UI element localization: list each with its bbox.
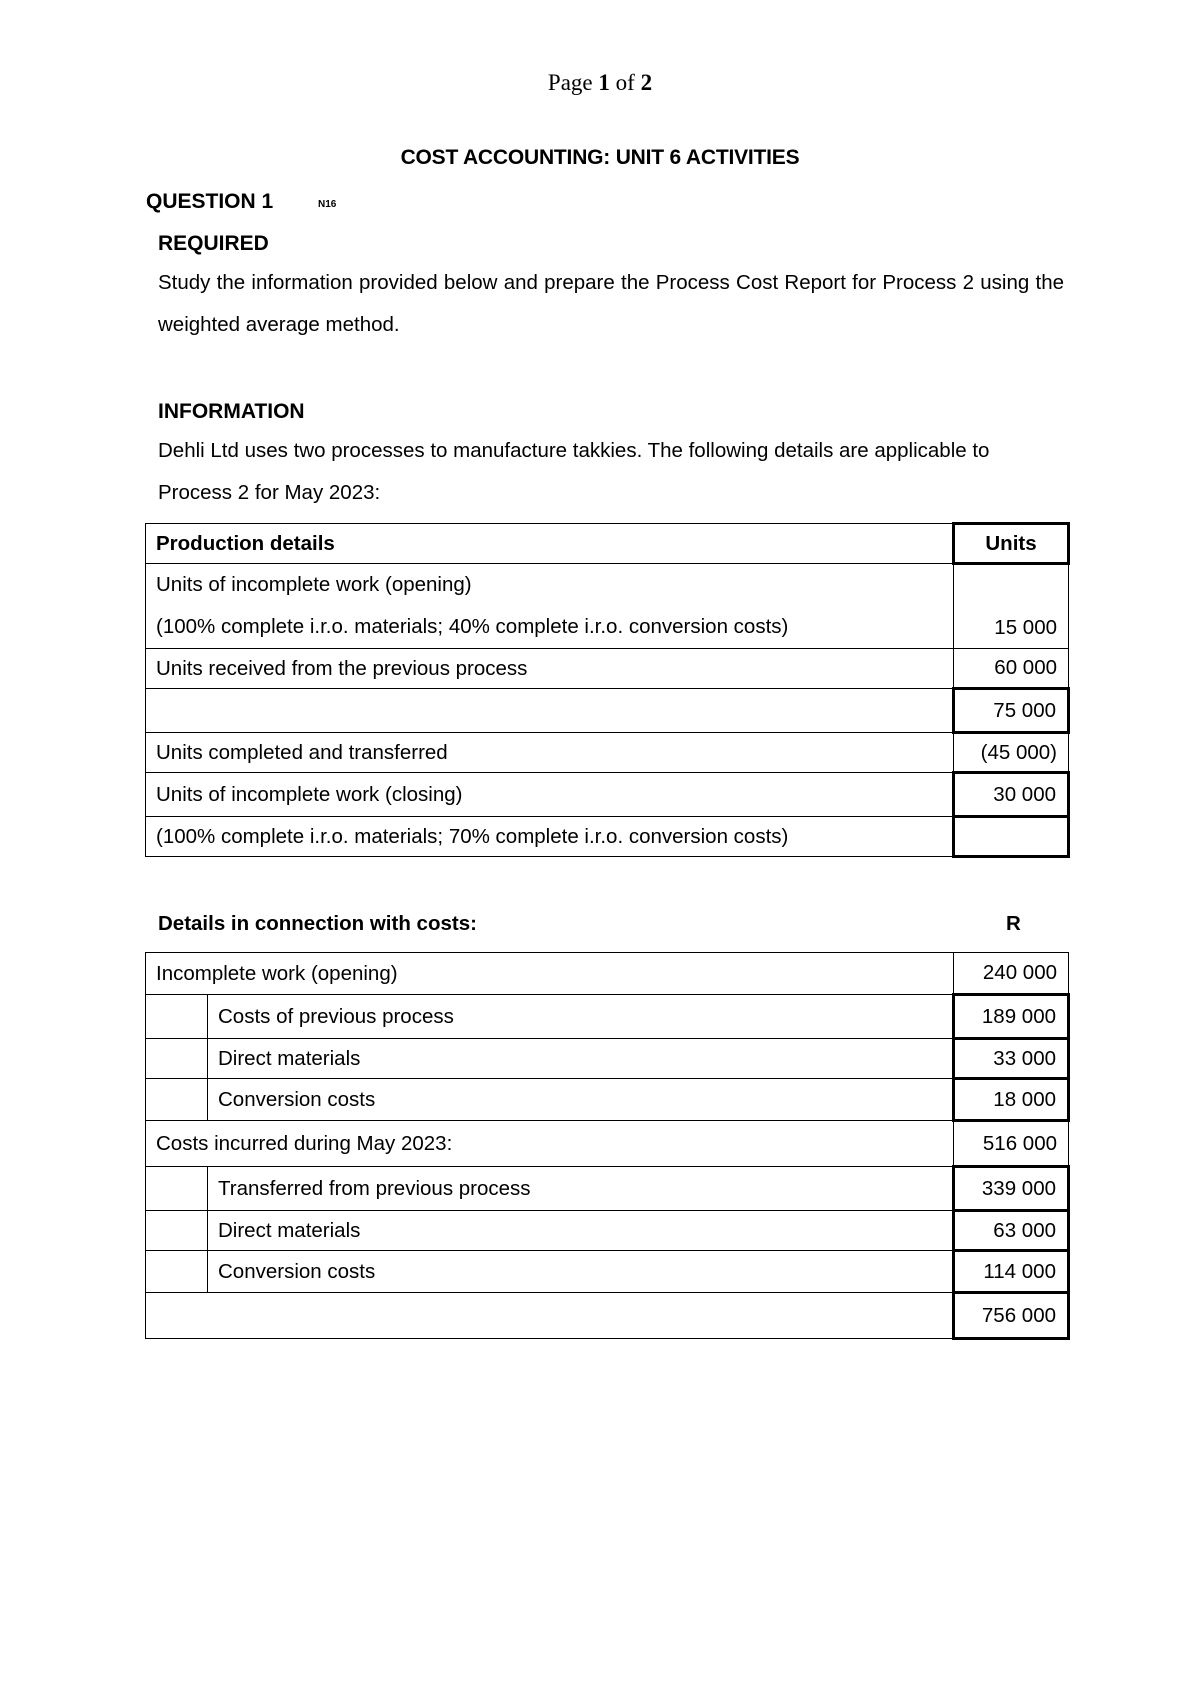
table-row [146,1293,1069,1339]
table-row [146,1251,1069,1293]
production-row-label: Units received from the previous process [146,649,954,689]
question-code: N16 [318,199,337,210]
cost-row-label: Transferred from previous process [208,1167,954,1211]
information-heading: INFORMATION [158,400,305,423]
production-row-value: 30 000 [954,773,1069,817]
page-number [0,70,1200,96]
cost-row-value: 756 000 [954,1293,1069,1339]
cost-row-value: 114 000 [954,1251,1069,1293]
cost-row-label: Costs incurred during May 2023: [146,1121,954,1167]
indent-cell [146,1251,208,1293]
production-row-label [146,564,954,649]
costs-currency-label: R [1006,912,1021,935]
cost-row-label: Incomplete work (opening) [146,953,954,995]
cost-row-value: 63 000 [954,1211,1069,1251]
cost-row-value: 33 000 [954,1039,1069,1079]
cost-row-label: Conversion costs [208,1079,954,1121]
production-details-table [145,522,1070,858]
production-row-value: (45 000) [954,733,1069,773]
table-row [146,817,1069,857]
production-row-label-line2: (100% complete i.r.o. materials; 40% complete i.r.o. conversion costs) [156,615,789,638]
table-row [146,995,1069,1039]
production-header-label: Production details [146,524,954,564]
production-row-value [954,817,1069,857]
table-row [146,1167,1069,1211]
table-row [146,1079,1069,1121]
cost-row-label [146,1293,954,1339]
costs-heading: Details in connection with costs: [158,912,477,935]
cost-row-value: 339 000 [954,1167,1069,1211]
production-row-value: 75 000 [954,689,1069,733]
cost-row-label: Direct materials [208,1211,954,1251]
production-row-label-line1: Units of incomplete work (opening) [156,573,472,596]
page-label-mid: of [609,70,641,95]
indent-cell [146,1079,208,1121]
cost-row-value: 516 000 [954,1121,1069,1167]
production-row-label [146,689,954,733]
indent-cell [146,1167,208,1211]
cost-row-label: Direct materials [208,1039,954,1079]
table-row [146,1211,1069,1251]
table-row [146,733,1069,773]
required-text: Study the information provided below and prepare the Process Cost Report for Process 2 using the weighted average method. [158,271,1064,336]
information-text: Dehli Ltd uses two processes to manufacture takkies. The following details are applicable to Process 2 for May 2023: [158,439,990,504]
table-row [146,773,1069,817]
production-row-value: 60 000 [954,649,1069,689]
table-row [146,953,1069,995]
cost-row-value: 240 000 [954,953,1069,995]
production-row-value: 15 000 [954,564,1069,649]
table-row [146,564,1069,649]
production-row-label: Units completed and transferred [146,733,954,773]
indent-cell [146,1039,208,1079]
indent-cell [146,1211,208,1251]
table-header-row [146,524,1069,564]
page-label-prefix: Page [547,70,599,95]
cost-row-value: 189 000 [954,995,1069,1039]
page-total: 2 [640,70,653,95]
page-current: 1 [598,70,610,95]
production-row-label: (100% complete i.r.o. materials; 70% complete i.r.o. conversion costs) [146,817,954,857]
costs-table [145,952,1070,1340]
required-heading: REQUIRED [158,232,269,255]
cost-row-value: 18 000 [954,1079,1069,1121]
question-heading: QUESTION 1 [146,190,274,213]
production-header-units: Units [954,524,1069,564]
table-row [146,1121,1069,1167]
table-row [146,649,1069,689]
cost-row-label: Conversion costs [208,1251,954,1293]
table-row [146,1039,1069,1079]
document-title: COST ACCOUNTING: UNIT 6 ACTIVITIES [400,146,800,169]
production-row-label: Units of incomplete work (closing) [146,773,954,817]
cost-row-label: Costs of previous process [208,995,954,1039]
table-row [146,689,1069,733]
indent-cell [146,995,208,1039]
